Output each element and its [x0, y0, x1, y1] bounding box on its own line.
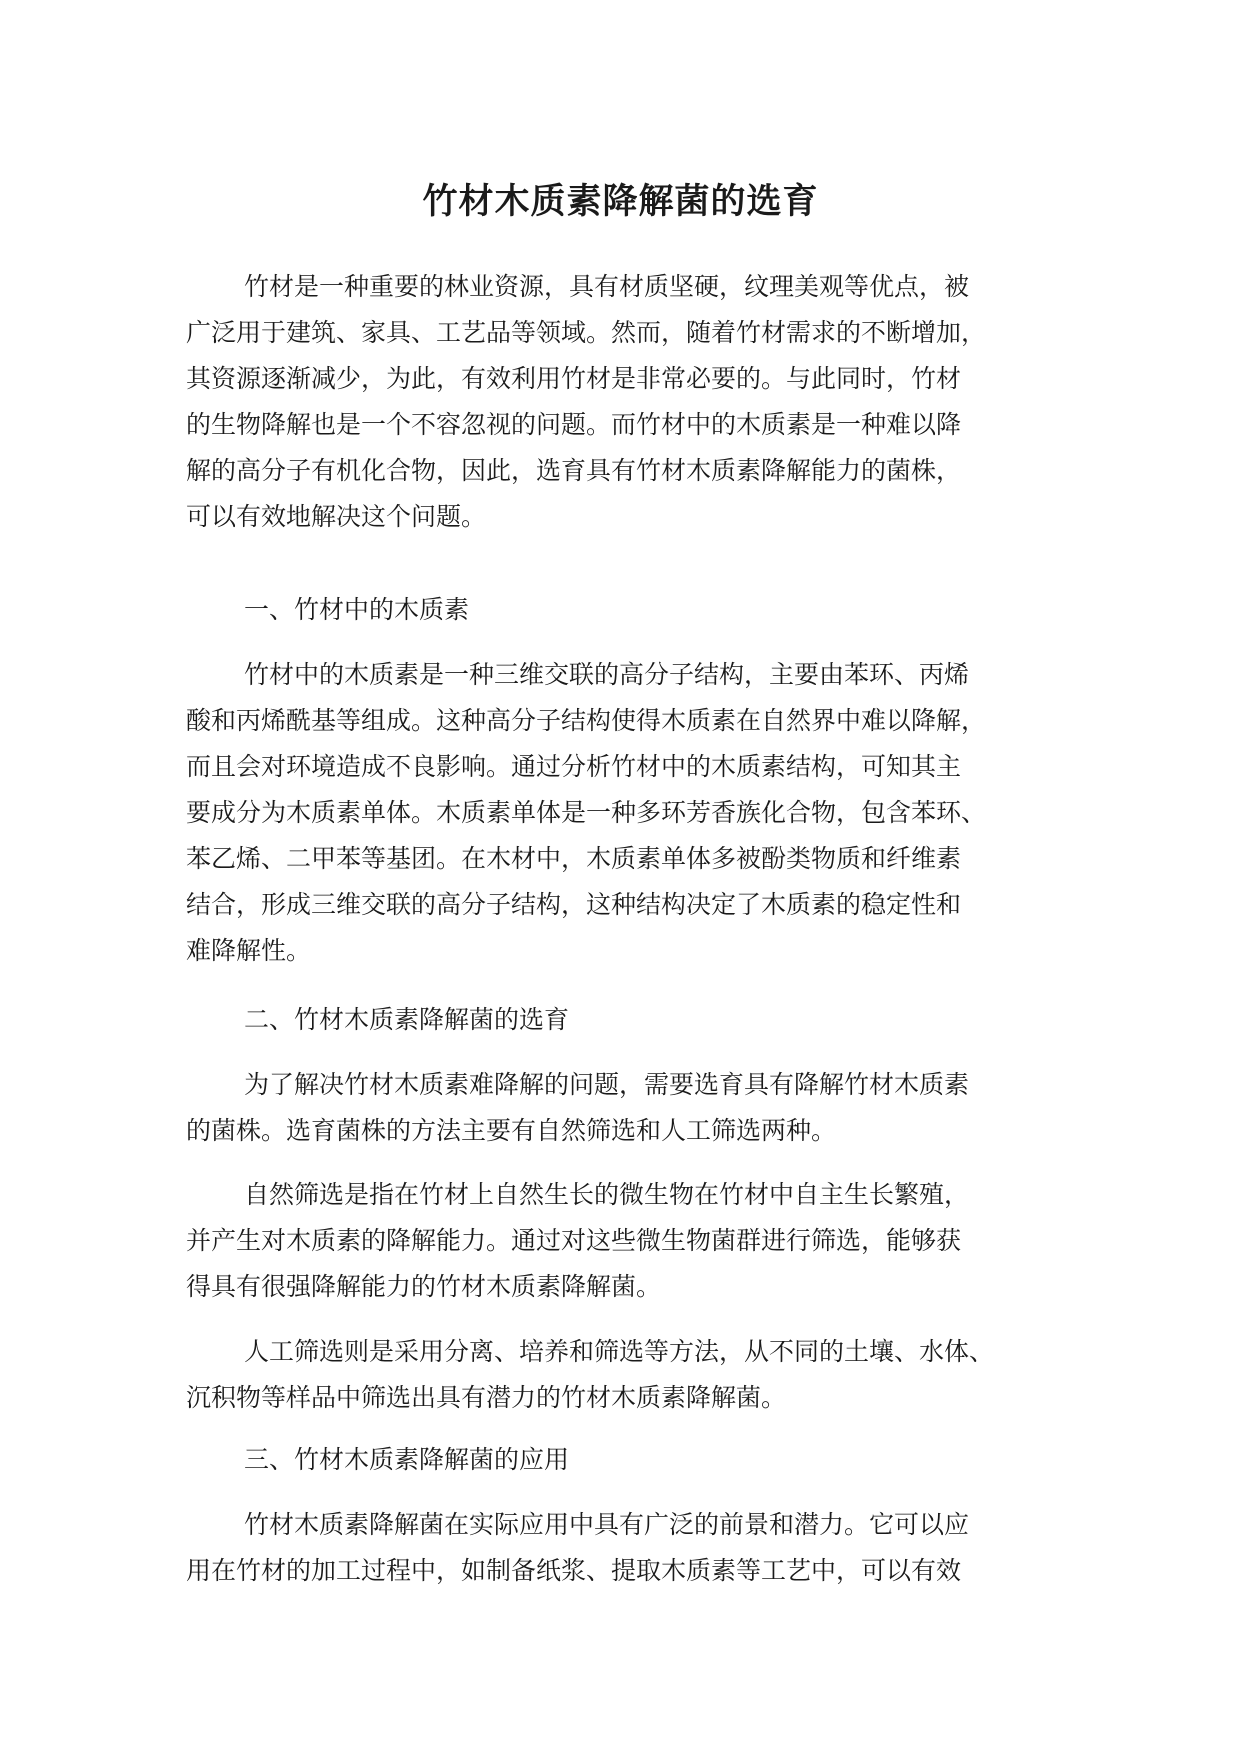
paragraph-line: 的生物降解也是一个不容忽视的问题。而竹材中的木质素是一种难以降 [186, 410, 962, 439]
paragraph-line: 竹材中的木质素是一种三维交联的高分子结构，主要由苯环、丙烯 [244, 660, 970, 689]
paragraph-line: 竹材木质素降解菌在实际应用中具有广泛的前景和潜力。它可以应 [244, 1510, 970, 1539]
paragraph-line: 而且会对环境造成不良影响。通过分析竹材中的木质素结构，可知其主 [186, 752, 962, 781]
paragraph-line: 并产生对木质素的降解能力。通过对这些微生物菌群进行筛选，能够获 [186, 1226, 962, 1255]
paragraph-line: 自然筛选是指在竹材上自然生长的微生物在竹材中自主生长繁殖， [244, 1180, 970, 1209]
paragraph-line: 酸和丙烯酰基等组成。这种高分子结构使得木质素在自然界中难以降解， [186, 706, 987, 735]
paragraph-line: 沉积物等样品中筛选出具有潜力的竹材木质素降解菌。 [186, 1383, 787, 1412]
paragraph-line: 用在竹材的加工过程中，如制备纸浆、提取木质素等工艺中，可以有效 [186, 1556, 962, 1585]
artificial-screening-paragraph [186, 1329, 1066, 1421]
paragraph-line: 可以有效地解决这个问题。 [186, 502, 487, 531]
intro-paragraph [186, 264, 1066, 540]
paragraph-line: 苯乙烯、二甲苯等基团。在木材中，木质素单体多被酚类物质和纤维素 [186, 844, 962, 873]
natural-screening-paragraph [186, 1172, 1066, 1310]
paragraph-line: 结合，形成三维交联的高分子结构，这种结构决定了木质素的稳定性和 [186, 890, 962, 919]
section-heading-1 [186, 587, 1066, 633]
paragraph-line: 得具有很强降解能力的竹材木质素降解菌。 [186, 1272, 662, 1301]
section-heading-text: 三、竹材木质素降解菌的应用 [244, 1445, 570, 1474]
paragraph-line: 解的高分子有机化合物，因此，选育具有竹材木质素降解能力的菌株， [186, 456, 962, 485]
breeding-methods-paragraph [186, 1062, 1066, 1154]
paragraph-line: 人工筛选则是采用分离、培养和筛选等方法，从不同的土壤、水体、 [244, 1337, 995, 1366]
section-heading-text: 二、竹材木质素降解菌的选育 [244, 1005, 570, 1034]
paragraph-line: 要成分为木质素单体。木质素单体是一种多环芳香族化合物，包含苯环、 [186, 798, 987, 827]
application-paragraph [186, 1502, 1066, 1594]
paragraph-line: 竹材是一种重要的林业资源，具有材质坚硬，纹理美观等优点，被 [244, 272, 970, 301]
paragraph-line: 为了解决竹材木质素难降解的问题，需要选育具有降解竹材木质素 [244, 1070, 970, 1099]
paragraph-line: 难降解性。 [186, 936, 312, 965]
section-heading-3 [186, 1437, 1066, 1483]
paragraph-line: 其资源逐渐减少，为此，有效利用竹材是非常必要的。与此同时，竹材 [186, 364, 962, 393]
paragraph-line: 的菌株。选育菌株的方法主要有自然筛选和人工筛选两种。 [186, 1116, 837, 1145]
section-heading-2 [186, 997, 1066, 1043]
section-heading-text: 一、竹材中的木质素 [244, 595, 470, 624]
document-title: 竹材木质素降解菌的选育 [422, 182, 819, 222]
paragraph-line: 广泛用于建筑、家具、工艺品等领域。然而，随着竹材需求的不断增加， [186, 318, 987, 347]
lignin-structure-paragraph [186, 652, 1066, 974]
